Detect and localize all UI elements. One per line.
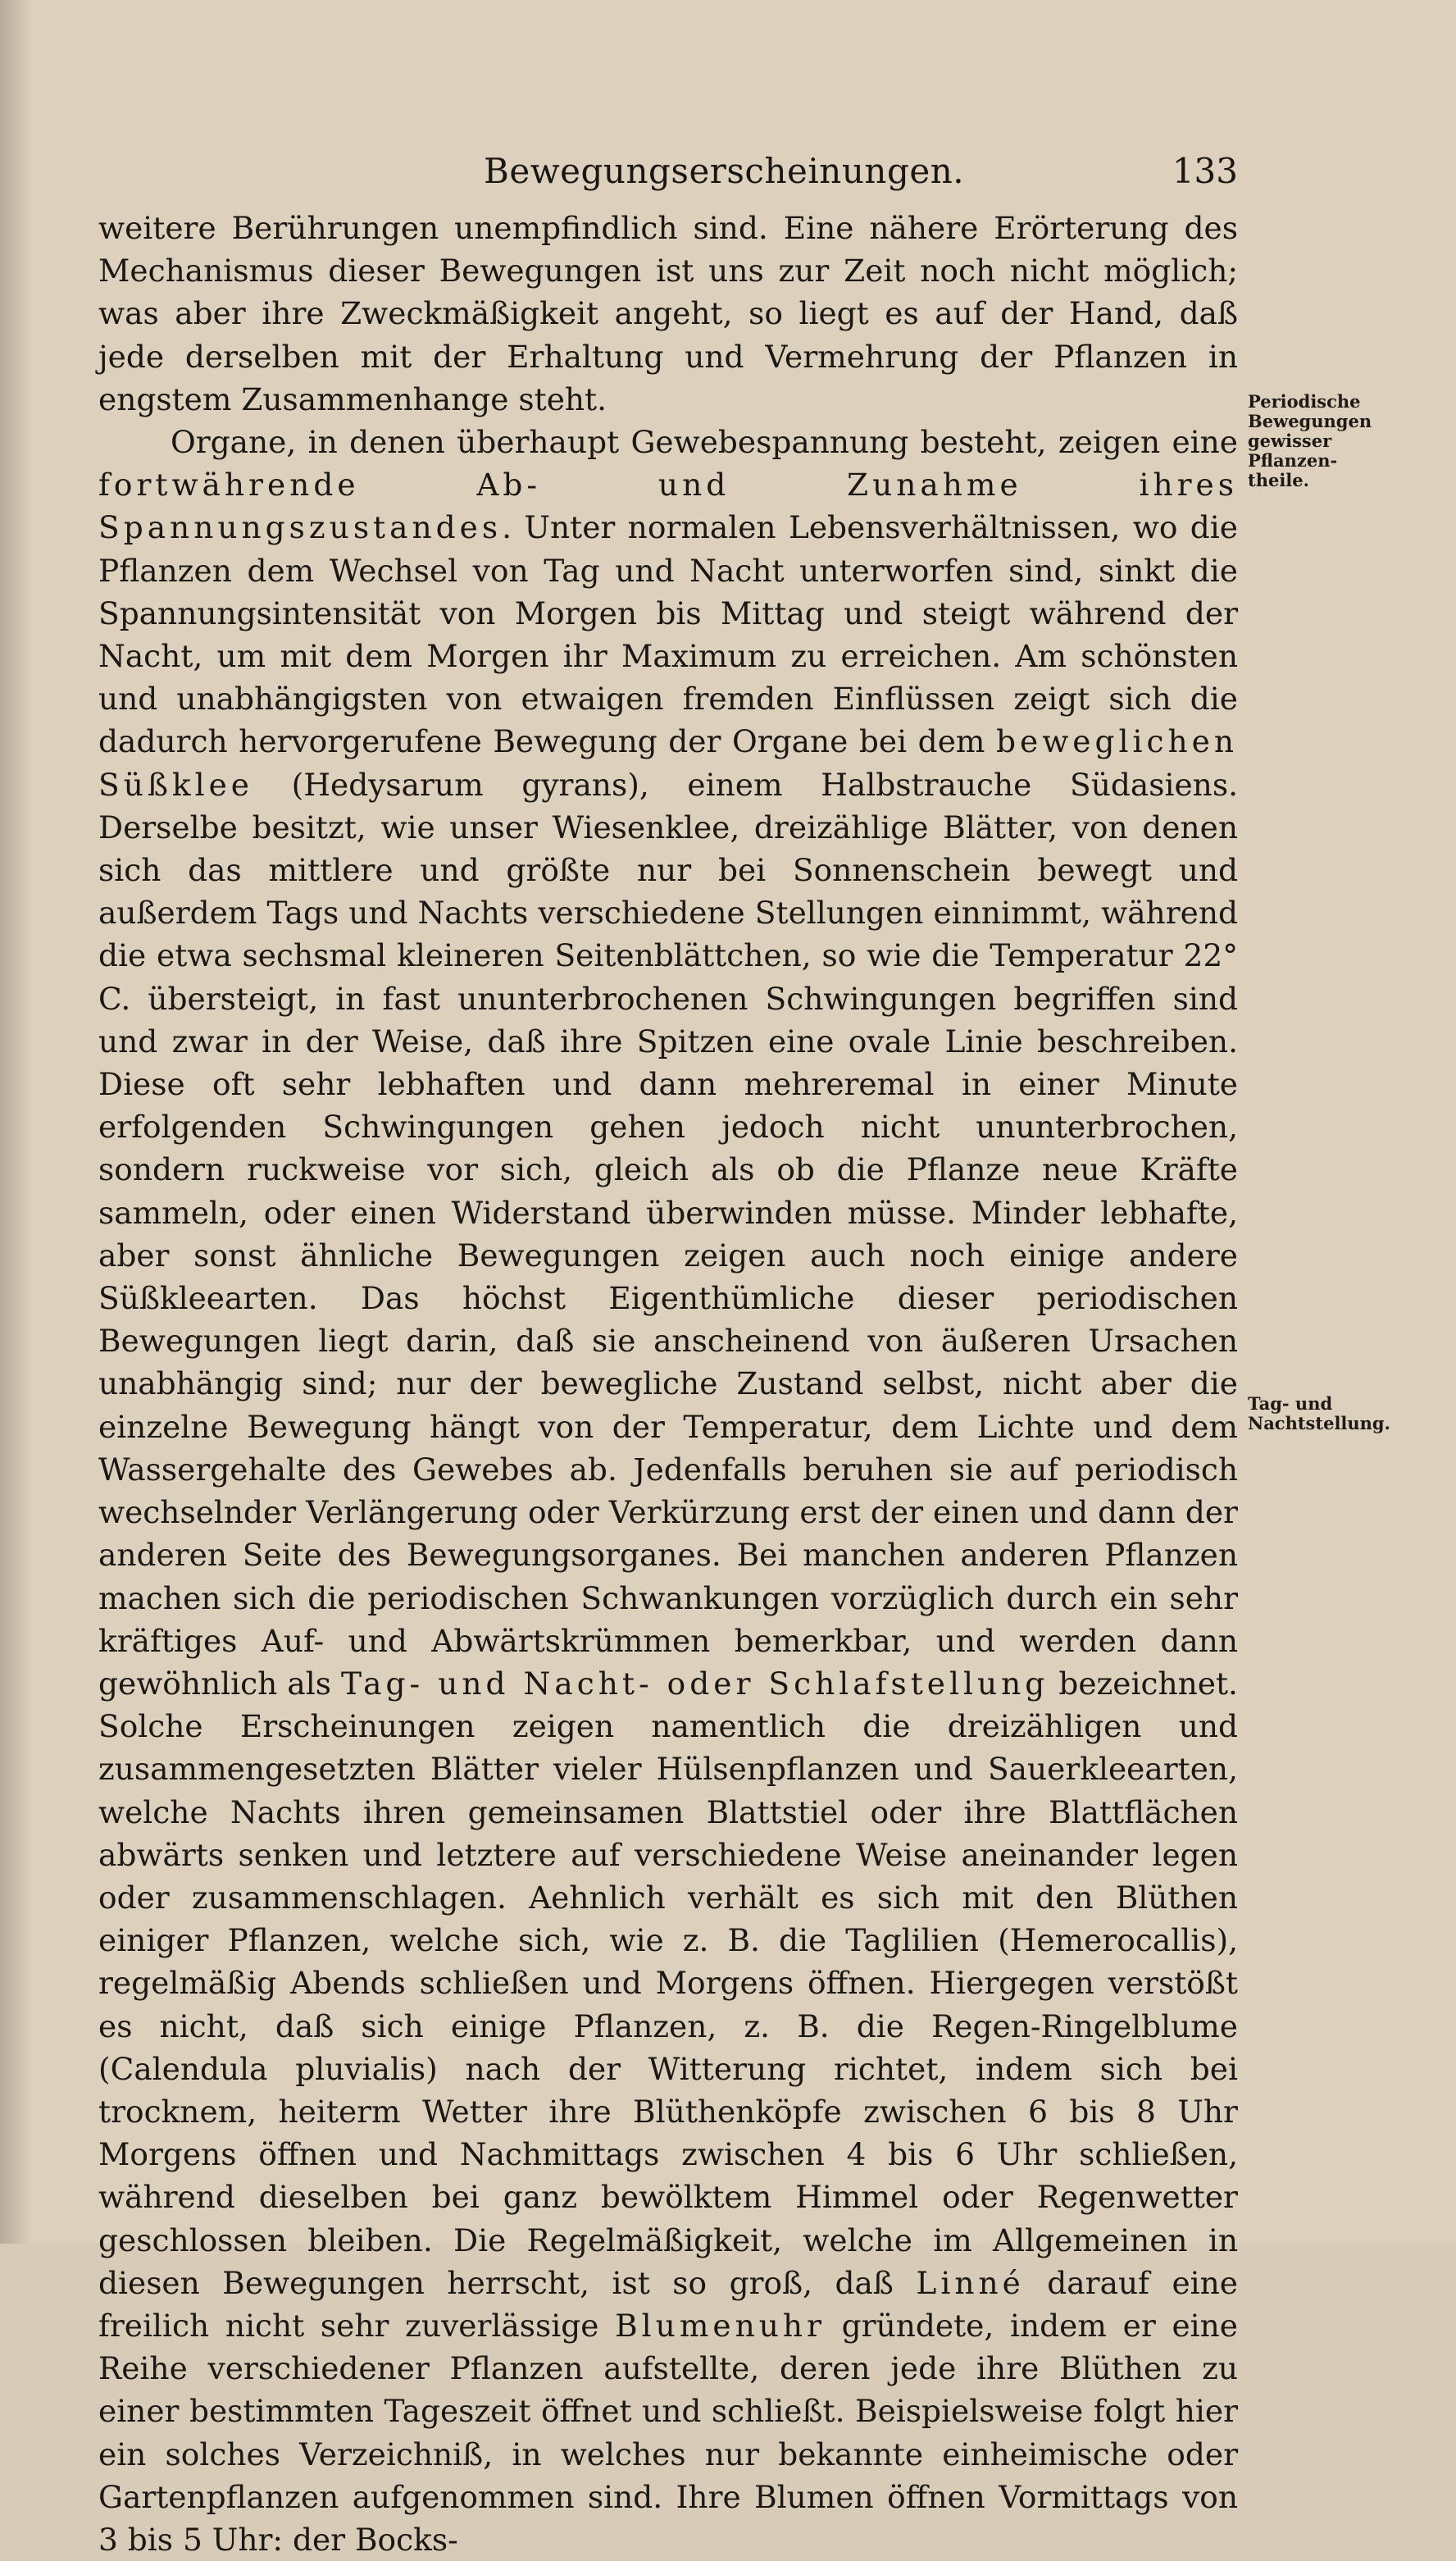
text-run: , einem Halbstrauche Südasiens. Derselbe besitzt, wie unser Wiesenklee, dreizählige Blätter, von denen sich das mittlere und größte nur bei Sonnenschein bewegt und außerdem Tags und Nachts verschiedene Stellungen einnimmt, während die etwa sechsmal kleineren Seitenblättchen, so wie die Temperatur 22° C. übersteigt, in fast ununterbrochenen Schwingungen begriffen sind und zwar in der Weise, daß ihre Spitzen eine ovale Linie beschreiben. Diese oft sehr lebhaften und dann mehreremal in einer Minute erfolgenden Schwingungen gehen jedoch nicht ununterbrochen, sondern ruckweise vor sich, gleich als ob die Pflanze neue Kräfte sammeln, oder einen Widerstand überwinden müsse. Minder lebhafte, aber sonst ähnliche Bewegungen zeigen auch noch einige andere Süßkleearten. Das höchst Eigenthümliche dieser periodischen Bewegungen liegt darin, daß sie anscheinend von äußeren Ursachen unabhängig sind; nur der bewegliche Zustand selbst, nicht aber die einzelne Bewegung hängt von der Temperatur, dem Lichte und dem Wassergehalte des Gewebes ab. Jedenfalls beruhen sie auf periodisch wechselnder Verlängerung oder Verkürzung erst der einen und dann der anderen Seite des Bewegungsorganes. Bei manchen anderen Pflanzen machen sich die periodischen Schwankungen vorzüglich durch ein sehr kräftiges Auf- und Abwärtskrümmen bemerkbar, und werden dann gewöhnlich als: [98, 766, 1238, 1702]
emphasized-term: Blumenuhr: [615, 2307, 826, 2344]
text-run: nach der Witterung richtet, indem sich bei trocknem, heiterm Wetter ihre Blüthenköpfe zwischen 6 bis 8 Uhr Morgens öffnen und Nachmittags zwischen 4 bis 6 Uhr schließen, während dieselben bei ganz bewölktem Himmel oder Regenwetter geschlossen bleiben. Die Regelmäßigkeit, welche im Allgemeinen in diesen Bewegungen herrscht, ist so groß, daß: [98, 2050, 1238, 2301]
page-number: 133: [1172, 151, 1238, 191]
text-run: , regelmäßig Abends schließen und Morgens öffnen. Hiergegen verstößt es nicht, daß sich einige Pflanzen, z. B. die Regen-Ringelblume: [98, 1922, 1238, 2044]
body-text: [98, 207, 1238, 2561]
latin-name: (Calendula pluvialis): [98, 2050, 438, 2087]
marginal-note-day-night-position: Tag- und Nachtstellung.: [1248, 1393, 1390, 1433]
page-header: [98, 151, 1238, 200]
text-run: darauf eine freilich nicht sehr zuverlässige: [98, 2264, 1238, 2344]
marginal-note-periodic-movements: Periodische Bewegungen gewisser Pflanzen-theile.: [1248, 391, 1372, 490]
text-run: bezeichnet. Solche Erscheinungen zeigen namentlich die dreizähligen und zusammengesetzten Blätter vieler Hülsenpflanzen und Sauerkleearten, welche Nachts ihren gemeinsamen Blattstiel oder ihre Blattflächen abwärts senken und letztere auf verschiedene Weise aneinander legen oder zusammenschlagen. Aehnlich verhält es sich mit den Blüthen einiger Pflanzen, welche sich, wie z. B. die Taglilien: [98, 1665, 1238, 1959]
paragraph: [98, 207, 1238, 421]
emphasized-term: beweglichen Süßklee: [98, 723, 1238, 803]
emphasized-term: fortwährende Ab- und Zunahme ihres Spannungszustandes: [98, 467, 1238, 546]
text-run: Organe, in denen überhaupt Gewebespannung besteht, zeigen eine: [171, 424, 1238, 461]
text-run: gründete, indem er eine Reihe verschiedener Pflanzen aufstellte, deren jede ihre Blüthen zu einer bestimmten Tageszeit öffnet und schließt. Beispielsweise folgt hier ein solches Verzeichniß, in welches nur bekannte einheimische oder Gartenpflanzen aufgenommen sind. Ihre Blumen öffnen Vormittags von 3 bis 5 Uhr: der Bocks-: [98, 2307, 1238, 2558]
emphasized-term: Tag- und Nacht- oder Schlafstellung: [341, 1665, 1049, 1702]
text-run: weitere Berührungen unempfindlich sind. Eine nähere Erörterung des Mechanismus dieser Bewegungen ist uns zur Zeit noch nicht möglich; was aber ihre Zweckmäßigkeit angeht, so liegt es auf der Hand, daß jede derselben mit der Erhaltung und Vermehrung der Pflanzen in engstem Zusammenhange steht.: [98, 210, 1238, 417]
latin-name: (Hedysarum gyrans): [253, 766, 639, 803]
gutter-shadow: [0, 0, 33, 2244]
text-run: . Unter normalen Lebensverhältnissen, wo die Pflanzen dem Wechsel von Tag und Nacht unterworfen sind, sinkt die Spannungsintensität von Morgen bis Mittag und steigt während der Nacht, um mit dem Morgen ihr Maximum zu erreichen. Am schönsten und unabhängigsten von etwaigen fremden Einflüssen zeigt sich die dadurch hervorgerufene Bewegung der Organe bei dem: [98, 509, 1238, 760]
emphasized-term: Linné: [916, 2264, 1025, 2301]
running-head: Bewegungserscheinungen.: [484, 151, 965, 191]
paragraph: [98, 421, 1238, 2561]
latin-name: (Hemerocallis): [998, 1922, 1229, 1959]
